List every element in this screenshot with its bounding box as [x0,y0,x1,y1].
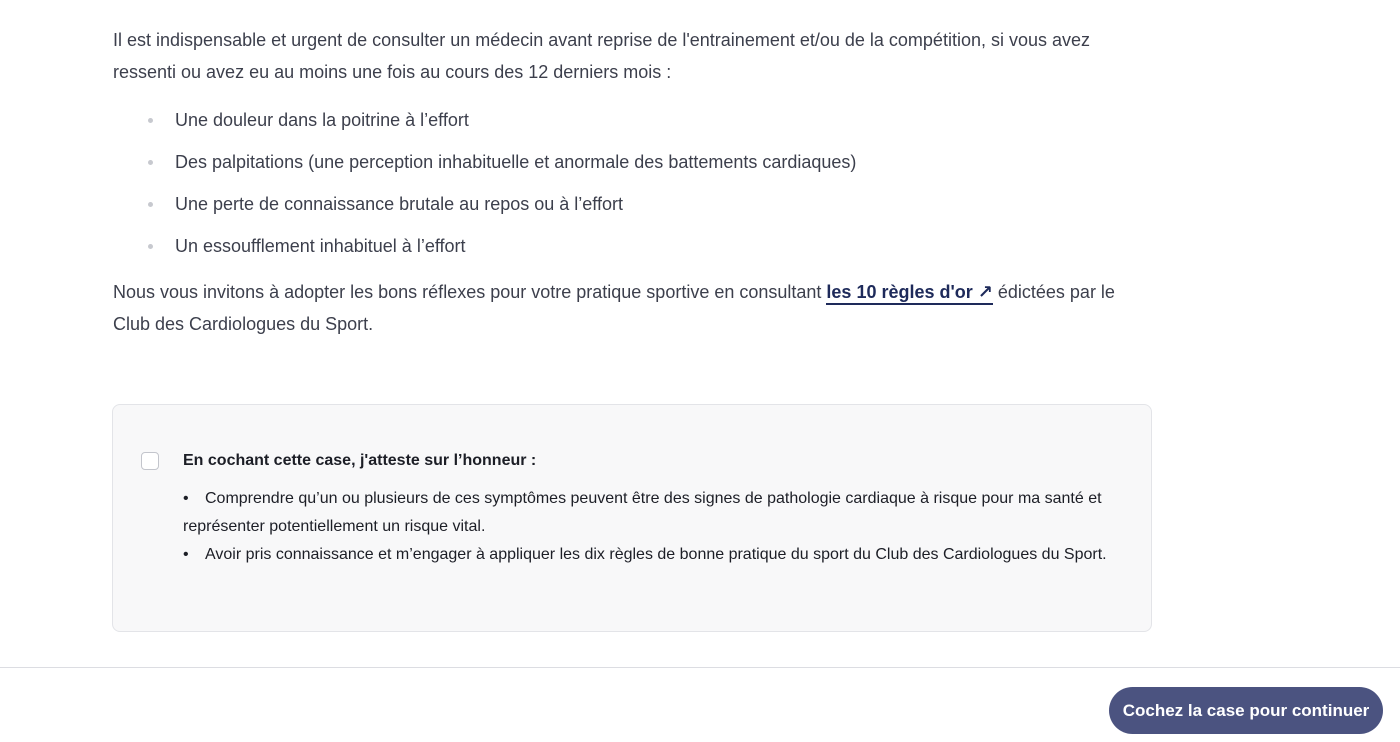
attestation-box [112,404,1152,632]
symptom-text: Des palpitations (une perception inhabituelle et anormale des battements cardiaques) [175,152,857,172]
advice-paragraph [113,276,1153,340]
list-item [148,192,1153,216]
bullet-glyph: • [183,546,189,563]
list-item [148,234,1153,258]
symptom-text: Une douleur dans la poitrine à l’effort [175,110,469,130]
golden-rules-link[interactable]: les 10 règles d'or ↗ [826,282,992,305]
intro-paragraph: Il est indispensable et urgent de consulter un médecin avant reprise de l'entrainement et/ou de la compétition, si vous avez ressenti ou avez eu au moins une fois au cours des 12 derniers mois : [113,30,1091,82]
symptom-text: Un essoufflement inhabituel à l’effort [175,236,466,256]
advice-text-after: édictées par le Club des Cardiologues du Sport. [113,282,1115,334]
list-item [148,108,1153,132]
attestation-checkbox[interactable] [141,452,159,470]
attestation-item-text: Avoir pris connaissance et m’engager à appliquer les dix règles de bonne pratique du sport du Club des Cardiologues du Sport. [205,546,1107,563]
attestation-item [183,541,1133,569]
attestation-title: En cochant cette case, j'atteste sur l’honneur : [183,452,537,469]
main-content [113,24,1153,340]
advice-text-before: Nous vous invitons à adopter les bons réflexes pour votre pratique sportive en consultant [113,282,827,302]
bullet-dot [148,244,153,249]
symptoms-list [113,108,1153,258]
bullet-glyph: • [183,490,189,507]
continue-button[interactable]: Cochez la case pour continuer [1109,687,1383,734]
attestation-text [183,449,1133,569]
list-item [148,150,1153,174]
attestation-item-text: Comprendre qu’un ou plusieurs de ces symptômes peuvent être des signes de pathologie cardiaque à risque pour ma santé et représenter potentiellement un risque vital. [183,490,1102,535]
bullet-dot [148,118,153,123]
symptom-text: Une perte de connaissance brutale au repos ou à l’effort [175,194,623,214]
bullet-dot [148,160,153,165]
bullet-dot [148,202,153,207]
footer-divider [0,667,1400,668]
attestation-item [183,485,1133,541]
